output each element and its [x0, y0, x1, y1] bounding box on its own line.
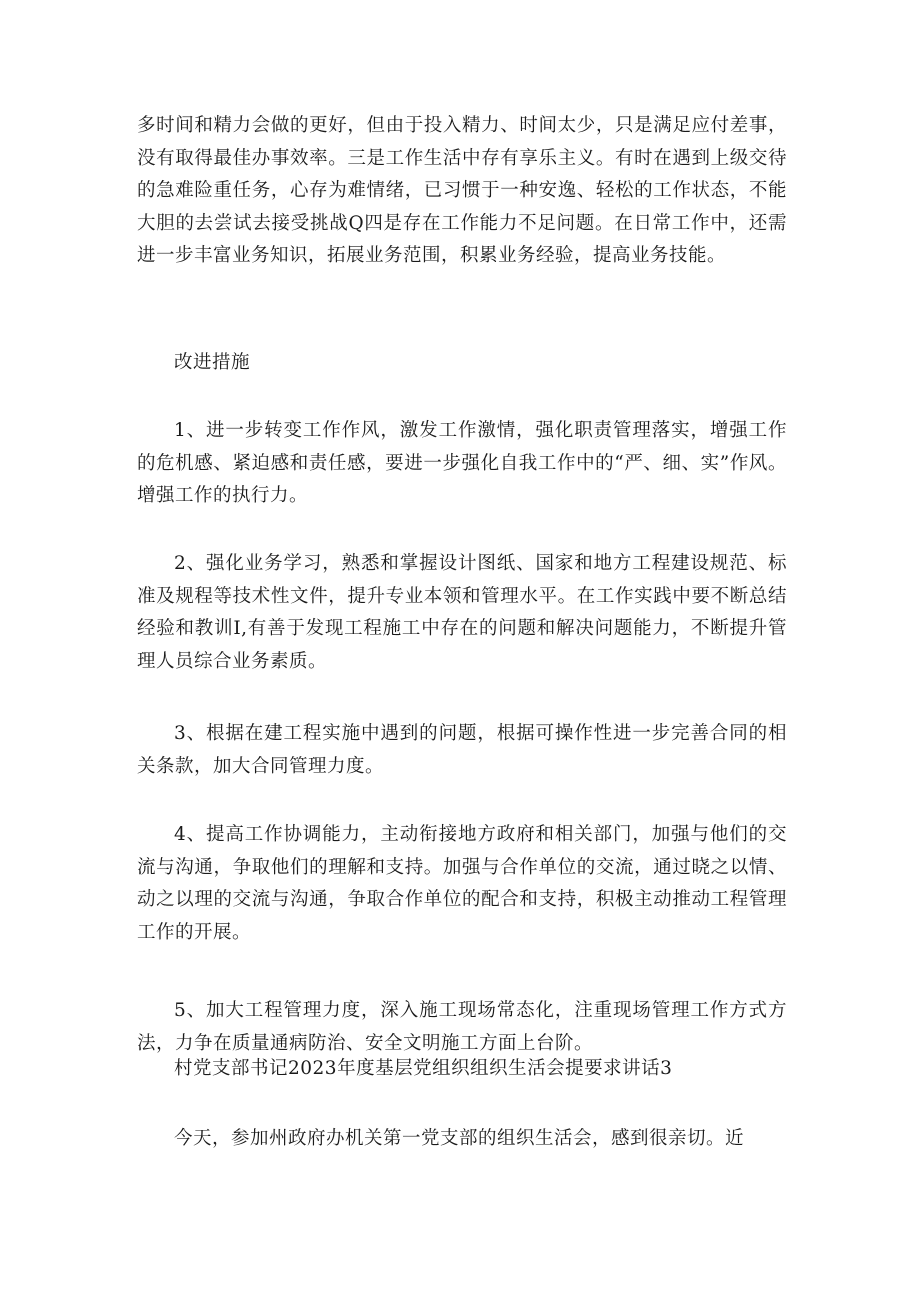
article-opening-paragraph: 今天，参加州政府办机关第一党支部的组织生活会，感到很亲切。近	[174, 1128, 745, 1149]
measure-item-3: 3、根据在建工程实施中遇到的问题，根据可操作性进一步完善合同的相关条款，加大合同管理力度。	[137, 723, 787, 777]
measure-item-4: 4、提高工作协调能力，主动衔接地方政府和相关部门，加强与他们的交流与沟通，争取他们的理解和支持。加强与合作单位的交流，通过晓之以情、动之以理的交流与沟通，争取合作单位的配合和支持，积极主动推动工程管理工作的开展。	[137, 824, 787, 943]
measure-item-1: 1、进一步转变工作作风，激发工作激情，强化职责管理落实，增强工作的危机感、紧迫感和责任感，要进一步强化自我工作中的“严、细、实”作风。增强工作的执行力。	[137, 420, 787, 506]
paragraph-continuation: 多时间和精力会做的更好，但由于投入精力、时间太少，只是满足应付差事，没有取得最佳办事效率。三是工作生活中存有享乐主义。有时在遇到上级交待的急难险重任务，心存为难情绪，已习惯于一种安逸、轻松的工作状态，不能大胆的去尝试去接受挑战Q四是存在工作能力不足问题。在日常工作中，还需进一步丰富业务知识，拓展业务范围，积累业务经验，提高业务技能。	[137, 115, 787, 266]
measure-item-2: 2、强化业务学习，熟悉和掌握设计图纸、国家和地方工程建设规范、标准及规程等技术性文件，提升专业本领和管理水平。在工作实践中要不断总结经验和教训I,有善于发现工程施工中存在的问题和解决问题能力，不断提升管理人员综合业务素质。	[137, 553, 787, 672]
section-heading-improvements: 改进措施	[174, 352, 251, 373]
measure-item-5: 5、加大工程管理力度，深入施工现场常态化，注重现场管理工作方式方法，力争在质量通病防治、安全文明施工方面上台阶。	[137, 1000, 787, 1054]
article-title: 村党支部书记2023年度基层党组织组织生活会提要求讲话3	[174, 1058, 673, 1079]
